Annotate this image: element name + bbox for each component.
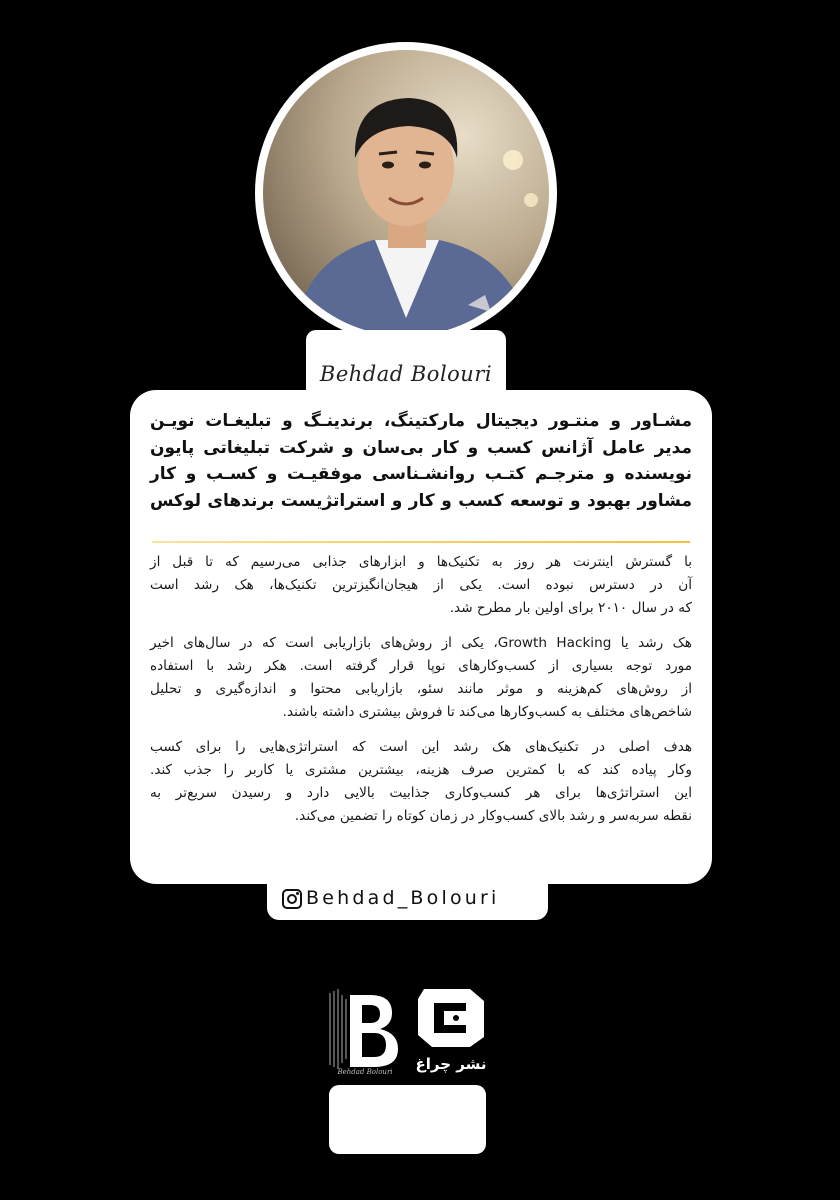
instagram-icon [282,889,302,909]
text-line: مورد توجه بسیاری از کسب‌وکارهای نوپا قرار گرفته است. هکر رشد با استفاده [150,658,692,674]
text-line: از روش‌های کم‌هزینه و موثر مانند سئو، بازاریابی محتوا و اندازه‌گیری و تحلیل [150,681,692,697]
blank-label-box [329,1085,486,1154]
paragraph-goal [150,736,692,828]
author-logo-caption: Behdad Bolouri [337,1068,393,1076]
text-line: هدف اصلی در تکنیک‌های هک رشد این است که استراتژی‌هایی را برای کسب [150,739,692,755]
title-line: نویسنده و مترجـم کتـب روانشـناسی موفقیـت و کسـب و کار [150,464,692,484]
cheragh-publisher-logo [414,985,488,1075]
text-line: وکار پیاده کند که با کمترین صرف هزینه، بیشترین مشتری یا کاربر را جذب کند. [150,762,692,778]
body-text [150,551,692,840]
text-line: نقطه سربه‌سر و رشد بالای کسب‌وکار در زمان کوتاه را تضمین می‌کند. [294,808,692,824]
publisher-name: نشر چراغ [415,1055,487,1073]
title-line: مشـاور و منتـور دیجیتال مارکتینگ، برندینـگ و تبلیغـات نویـن [150,411,692,431]
divider [152,541,690,543]
text-line: این استراتژی‌ها برای هر کسب‌وکاری جذابیت بالایی دارد و رسیدن سریع‌تر به [150,785,692,801]
signature: Behdad Bolouri [319,362,493,386]
title-line: مشاور بهبود و توسعه کسب و کار و استراتژیست برندهای لوکس [150,490,692,511]
title-list [150,408,692,514]
text-line: که در سال ۲۰۱۰ برای اولین بار مطرح شد. [449,600,692,616]
paragraph-growth-hacking [150,632,692,724]
text-line: آن در دسترس نبوده است. یکی از هیجان‌انگیزترین تکنیک‌ها، هک رشد است [150,577,692,593]
text-line: با گسترش اینترنت هر روز به تکنیک‌ها و ابزارهای جذابی می‌رسیم که تا قبل از [150,554,692,570]
title-line: مدیر عامل آژانس کسب و کار بی‌سان و شرکت تبلیغاتی پایون [150,437,692,458]
text-line: هک رشد یا Growth Hacking، یکی از روش‌های بازاریابی است که در سال‌های اخیر [150,635,692,651]
text-line: شاخص‌های مختلف به کسب‌وکارها می‌کند تا فروش بیشتری داشته باشند. [282,704,692,720]
person-portrait-icon [263,50,549,336]
paragraph-intro [150,551,692,620]
instagram-handle[interactable]: Behdad_Bolouri [306,887,500,909]
author-photo [263,50,549,336]
behdad-b-monogram-logo [326,985,402,1073]
